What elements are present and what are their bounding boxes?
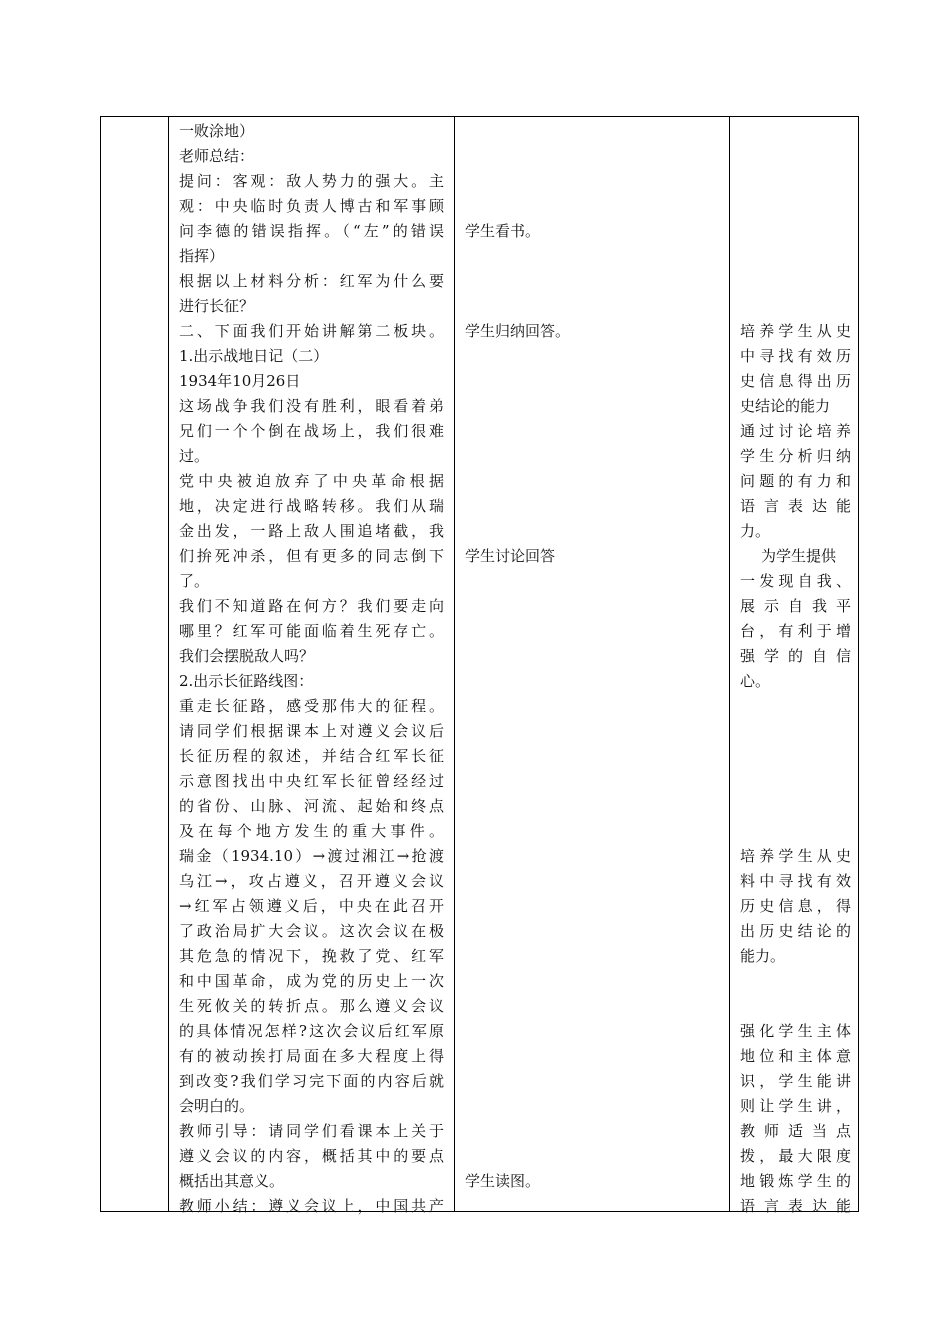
- teaching-text-line: 教师引导：请同学们看课本上关于: [179, 1122, 444, 1140]
- teaching-text-line: 的省份、山脉、河流、起始和终点: [179, 797, 444, 815]
- design-intent-text: 心。: [740, 672, 771, 690]
- teaching-text-line: 二、下面我们开始讲解第二板块。: [179, 322, 444, 340]
- teaching-text-line: 过。: [179, 447, 210, 465]
- teaching-text-line: 其危急的情况下，挽救了党、红军: [179, 947, 444, 965]
- design-intent-text: 力。: [740, 522, 771, 540]
- teaching-text-line: 请同学们根据课本上对遵义会议后: [179, 722, 444, 740]
- teaching-text-line: 提问：客观：敌人势力的强大。主: [179, 172, 444, 190]
- design-intent-text: 培养学生从史: [740, 847, 851, 865]
- design-intent-text: 拨，最大限度: [740, 1147, 851, 1165]
- teaching-text-line: 会明白的。: [179, 1097, 255, 1115]
- teaching-text-line: 长征历程的叙述，并结合红军长征: [179, 747, 444, 765]
- teaching-text-line: 瑞金（1934.10）→渡过湘江→抢渡: [179, 847, 444, 865]
- design-intent-text: 史结论的能力: [740, 397, 831, 415]
- teaching-text-line: 党中央被迫放弃了中央革命根据: [179, 472, 444, 490]
- design-intent-text: 语言表达能: [740, 497, 851, 515]
- teaching-text-line: 遵义会议的内容，概括其中的要点: [179, 1147, 444, 1165]
- teaching-text-line: 观：中央临时负责人博古和军事顾: [179, 197, 444, 215]
- design-intent-text: 历史信息，得: [740, 897, 851, 915]
- design-intent-text: 学生分析归纳: [740, 447, 851, 465]
- teaching-text-line: 我们会摆脱敌人吗？: [179, 647, 315, 665]
- design-intent-text: 能力。: [740, 947, 786, 965]
- student-activity-text: 学生读图。: [465, 1172, 541, 1190]
- teaching-text-line: 到改变?我们学习完下面的内容后就: [179, 1072, 444, 1090]
- teaching-text-line: 及在每个地方发生的重大事件。: [179, 822, 444, 840]
- teaching-text-line: 概括出其意义。: [179, 1172, 285, 1190]
- student-activity-text: 学生看书。: [465, 222, 541, 240]
- design-intent-text: 通过讨论培养: [740, 422, 851, 440]
- teaching-text-line: 和中国革命，成为党的历史上一次: [179, 972, 444, 990]
- design-intent-text: 强化学生主体: [740, 1022, 851, 1040]
- teaching-text-line: 示意图找出中央红军长征曾经经过: [179, 772, 444, 790]
- design-intent-text: 出历史结论的: [740, 922, 851, 940]
- teaching-text-line: 了政治局扩大会议。这次会议在极: [179, 922, 444, 940]
- student-activity-text: 学生归纳回答。: [465, 322, 571, 340]
- design-intent-text: 语言表达能: [740, 1197, 851, 1215]
- teaching-text-line: 问李德的错误指挥。（“左”的错误: [179, 222, 444, 240]
- teaching-text-line: 一败涂地）: [179, 122, 255, 140]
- teaching-text-line: 进行长征？: [179, 297, 255, 315]
- teaching-text-line: 我们不知道路在何方？我们要走向: [179, 597, 444, 615]
- teaching-text-line: 重走长征路，感受那伟大的征程。: [179, 697, 444, 715]
- teaching-text-line: 的具体情况怎样?这次会议后红军原: [179, 1022, 444, 1040]
- teaching-text-line: 兄们一个个倒在战场上，我们很难: [179, 422, 444, 440]
- teaching-text-line: 们拚死冲杀，但有更多的同志倒下: [179, 547, 444, 565]
- column-teaching-process: [169, 117, 454, 1215]
- design-intent-text: 一发现自我、: [740, 572, 851, 590]
- teaching-text-line: 根据以上材料分析：红军为什么要: [179, 272, 444, 290]
- teaching-text-line: 金出发，一路上敌人围追堵截，我: [179, 522, 444, 540]
- design-intent-text: 问题的有力和: [740, 472, 851, 490]
- design-intent-text: 为学生提供: [761, 547, 837, 565]
- teaching-text-line: 哪里？红军可能面临着生死存亡。: [179, 622, 444, 640]
- design-intent-text: 中寻找有效历: [740, 347, 851, 365]
- teaching-text-line: 乌江→，攻占遵义，召开遵义会议: [179, 872, 444, 890]
- design-intent-text: 台，有利于增: [740, 622, 851, 640]
- teaching-text-line: 1.出示战地日记（二）: [179, 347, 329, 365]
- teaching-text-line: 1934年10月26日: [179, 372, 301, 390]
- column-student-activity: [455, 117, 729, 1211]
- teaching-text-line: 有的被动挨打局面在多大程度上得: [179, 1047, 444, 1065]
- teaching-text-line: 2.出示长征路线图：: [179, 672, 314, 690]
- column-blank: [101, 117, 168, 1211]
- design-intent-text: 地位和主体意: [740, 1047, 851, 1065]
- teaching-text-line: 老师总结：: [179, 147, 255, 165]
- design-intent-text: 料中寻找有效: [740, 872, 851, 890]
- column-design-intent: [730, 117, 860, 1215]
- design-intent-text: 识，学生能讲: [740, 1072, 851, 1090]
- teaching-text-line: 这场战争我们没有胜利，眼看着弟: [179, 397, 444, 415]
- teaching-text-line: 了。: [179, 572, 210, 590]
- teaching-text-line: 生死攸关的转折点。那么遵义会议: [179, 997, 444, 1015]
- teaching-text-line: 教师小结：遵义会议上，中国共产: [179, 1197, 444, 1215]
- design-intent-text: 地锻炼学生的: [740, 1172, 851, 1190]
- design-intent-text: 教师适当点: [740, 1122, 851, 1140]
- student-activity-text: 学生讨论回答: [465, 547, 556, 565]
- design-intent-text: 强学的自信: [740, 647, 851, 665]
- lesson-plan-table: [100, 116, 859, 1215]
- design-intent-text: 培养学生从史: [740, 322, 851, 340]
- design-intent-text: 则让学生讲，: [740, 1097, 851, 1115]
- teaching-text-line: →红军占领遵义后，中央在此召开: [179, 897, 444, 915]
- design-intent-text: 史信息得出历: [740, 372, 851, 390]
- design-intent-text: 展示自我平: [740, 597, 851, 615]
- teaching-text-line: 指挥）: [179, 247, 225, 265]
- teaching-text-line: 地，决定进行战略转移。我们从瑞: [179, 497, 444, 515]
